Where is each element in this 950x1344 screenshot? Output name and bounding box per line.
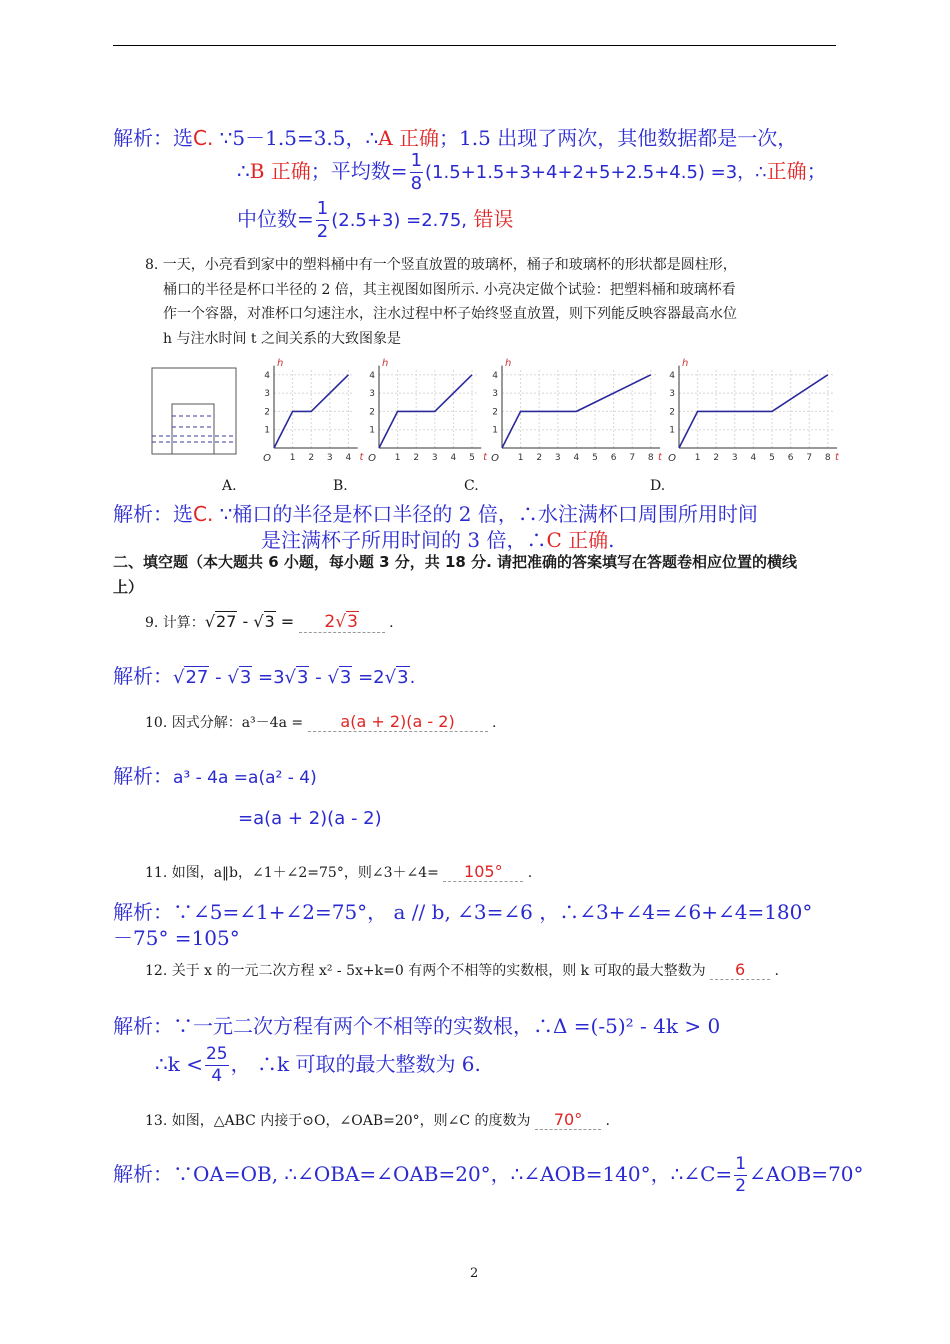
q7-solution-line3: 中位数= $\frac{1}{2}$ (2.5+3) =2.75, 错误 (237, 198, 514, 242)
x-tick-label: 4 (750, 453, 757, 463)
x-tick-label: 2 (413, 453, 420, 463)
y-tick-label: 4 (264, 370, 270, 381)
x-tick-label: 4 (345, 453, 352, 463)
series-line (679, 375, 828, 448)
y-tick-label: 3 (369, 389, 375, 400)
x-tick-label: 8 (824, 453, 831, 463)
option-c-label: C. (464, 478, 479, 494)
x-tick-label: 2 (308, 453, 315, 463)
q9-question: 9. 计算：√27 - √3 = 2√3 . (145, 612, 394, 632)
x-tick-label: 7 (806, 453, 813, 463)
option-d-label: D. (650, 478, 666, 494)
q10-answer: a(a + 2)(a - 2) (308, 712, 488, 732)
y-tick-label: 1 (264, 425, 270, 436)
y-tick-label: 3 (492, 389, 498, 400)
y-tick-label: 2 (264, 407, 270, 418)
x-tick-label: 7 (629, 453, 636, 463)
y-tick-label: 1 (492, 425, 498, 436)
q8-solution-line2: 是注满杯子所用时间的 3 倍，∴C 正确. (261, 528, 615, 552)
section2-title-cont: 上） (113, 578, 144, 596)
chart-b (367, 356, 492, 466)
y-tick-label: 4 (669, 370, 675, 381)
x-tick-label: 3 (731, 453, 738, 463)
option-a-label: A. (222, 478, 237, 494)
chart-d (667, 356, 839, 466)
origin-label: O (263, 453, 271, 464)
origin-label: O (668, 453, 676, 464)
x-axis-label: t (835, 452, 839, 463)
origin-label: O (368, 453, 376, 464)
x-tick-label: 8 (647, 453, 654, 463)
q8-line3: 作一个容器，对准杯口匀速注水，注水过程中杯子始终竖直放置，则下列能反映容器最高水位 (163, 306, 737, 322)
x-axis-label: t (658, 452, 662, 463)
x-tick-label: 5 (469, 453, 475, 463)
x-tick-label: 1 (394, 453, 401, 463)
q12-solution-line1: 解析：∵一元二次方程有两个不相等的实数根，∴Δ =(-5)² - 4k > 0 (113, 1014, 721, 1038)
x-tick-label: 5 (769, 453, 775, 463)
q13-solution: 解析：∵OA=OB, ∴∠OBA=∠OAB=20°，∴∠AOB=140°，∴∠C= $\frac{1}{2}$ ∠AOB=70° (113, 1154, 864, 1196)
x-tick-label: 1 (289, 453, 296, 463)
x-tick-label: 3 (326, 453, 333, 463)
q11-solution-line2: －75° =105° (113, 926, 240, 950)
series-line (274, 375, 348, 448)
q10-solution-line1: 解析：a³ - 4a =a(a² - 4) (113, 764, 317, 788)
x-tick-label: 4 (450, 453, 457, 463)
series-line (502, 375, 651, 448)
q7-solution-line2: ∴B 正确；平均数= $\frac{1}{8}$ (1.5+1.5+3+4+2+5+2.5+4.5) =3，∴正确； (237, 150, 827, 194)
y-axis-label: h (505, 357, 512, 369)
section2-title: 二、填空题（本大题共 6 小题，每小题 3 分，共 18 分. 请把准确的答案填写在答题卷相应位置的横线 (113, 553, 798, 571)
q11-question: 11. 如图，a‖b，∠1＋∠2=75°，则∠3＋∠4= 105° . (145, 862, 533, 881)
bucket-cup-diagram (150, 366, 240, 458)
y-axis-label: h (277, 357, 284, 369)
x-tick-label: 3 (431, 453, 438, 463)
q12-answer: 6 (710, 960, 770, 980)
y-tick-label: 2 (369, 407, 375, 418)
page-number: 2 (470, 1266, 479, 1281)
q8-line4: h 与注水时间 t 之间关系的大致图象是 (163, 331, 401, 347)
x-tick-label: 2 (536, 453, 543, 463)
x-tick-label: 1 (694, 453, 701, 463)
x-tick-label: 3 (554, 453, 561, 463)
q8-solution-line1: 解析：选C. ∵桶口的半径是杯口半径的 2 倍，∴水注满杯口周围所用时间 (113, 502, 758, 526)
y-tick-label: 4 (369, 370, 375, 381)
y-tick-label: 1 (669, 425, 675, 436)
q11-solution-line1: 解析：∵∠5=∠1+∠2=75°， a // b, ∠3=∠6 ，∴∠3+∠4=∠6+∠4=180° (113, 900, 813, 924)
x-tick-label: 1 (517, 453, 524, 463)
y-tick-label: 3 (264, 389, 270, 400)
y-tick-label: 1 (369, 425, 375, 436)
q7-solution-line1: 解析：选C. ∵5－1.5=3.5，∴A 正确；1.5 出现了两次，其他数据都是一次， (113, 126, 798, 150)
q8-line1: 8. 一天，小亮看到家中的塑料桶中有一个竖直放置的玻璃杯，桶子和玻璃杯的形状都是圆柱形， (145, 257, 737, 273)
x-axis-label: t (359, 452, 364, 463)
q10-solution-line2: =a(a + 2)(a - 2) (238, 808, 382, 829)
y-tick-label: 2 (492, 407, 498, 418)
q8-line2: 桶口的半径是杯口半径的 2 倍，其主视图如图所示. 小亮决定做个试验：把塑料桶和玻璃杯看 (163, 282, 736, 298)
q13-question: 13. 如图，△ABC 内接于⊙O，∠OAB=20°，则∠C 的度数为 70° . (145, 1110, 610, 1129)
x-tick-label: 4 (573, 453, 580, 463)
option-b-label: B. (333, 478, 348, 494)
x-axis-label: t (483, 452, 488, 463)
y-tick-label: 3 (669, 389, 675, 400)
chart-a (262, 356, 370, 466)
y-tick-label: 4 (492, 370, 498, 381)
q9-solution: 解析：√27 - √3 =3√3 - √3 =2√3. (113, 664, 416, 688)
x-tick-label: 6 (610, 453, 617, 463)
q10-question: 10. 因式分解：a³－4a = a(a + 2)(a - 2) . (145, 712, 497, 731)
y-axis-label: h (382, 357, 389, 369)
origin-label: O (491, 453, 499, 464)
x-tick-label: 2 (713, 453, 720, 463)
q13-answer: 70° (535, 1110, 601, 1130)
q12-question: 12. 关于 x 的一元二次方程 x² - 5x+k=0 有两个不相等的实数根，则 k 可取的最大整数为 6 . (145, 960, 779, 979)
y-axis-label: h (682, 357, 689, 369)
x-tick-label: 6 (787, 453, 794, 463)
x-tick-label: 5 (592, 453, 598, 463)
chart-c (490, 356, 662, 466)
header-rule (113, 45, 836, 46)
q12-solution-line2: ∴k < $\frac{25}{4}$ ， ∴k 可取的最大整数为 6. (155, 1044, 481, 1086)
q11-answer: 105° (443, 862, 523, 882)
y-tick-label: 2 (669, 407, 675, 418)
